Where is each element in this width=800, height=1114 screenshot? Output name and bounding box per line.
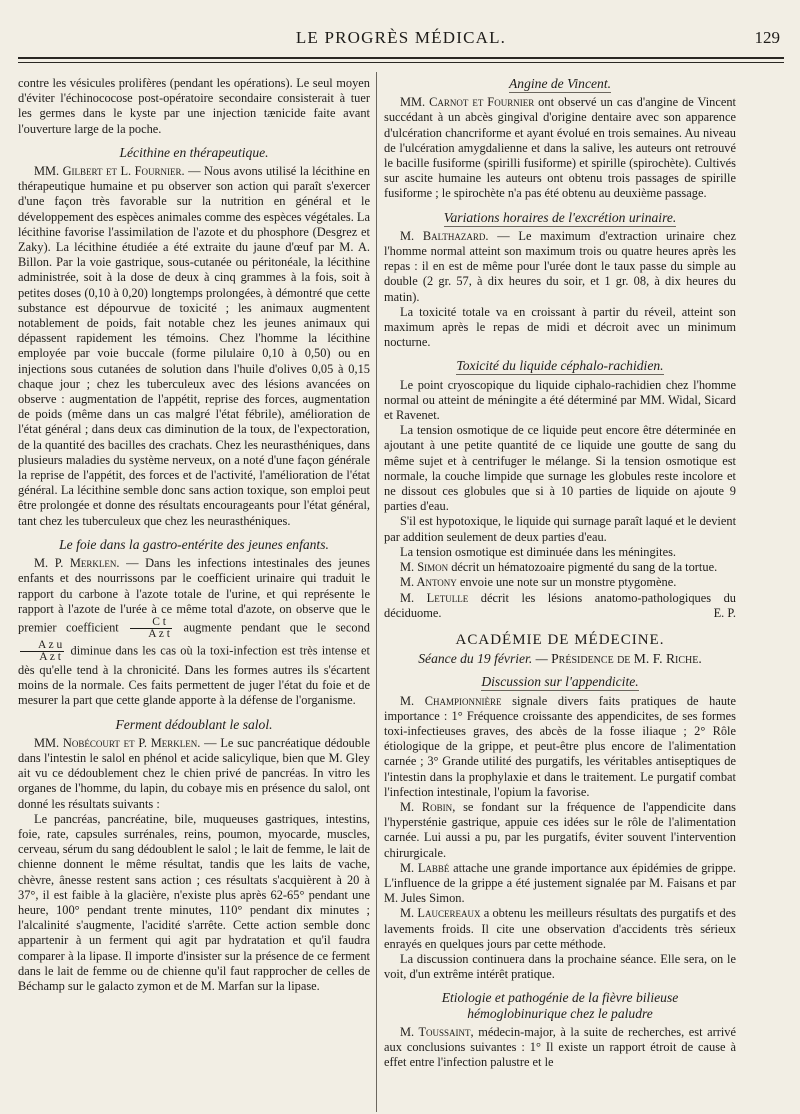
author-names: MM. Carnot et Fournier xyxy=(400,95,535,110)
paragraph-text: a obtenu les meilleurs résultats des purgatifs et des lavements froids. Il cite une observation d'accidents très sérieux enrayés en quelques jours par cette méthode. xyxy=(384,906,736,951)
paragraph-text: décrit un hématozoaire pigmenté du sang de la tortue. xyxy=(448,560,718,575)
author-names: M. Laucereaux xyxy=(400,906,481,921)
paragraph-text: décrit les lésions anatomo-pathologiques du déciduome. xyxy=(384,590,736,620)
paragraph: La tension osmotique est diminuée dans les méningites. xyxy=(400,544,676,559)
author-names: MM. Nobécourt et P. Merklen. xyxy=(34,735,201,750)
author-names: MM. Gilbert et L. Fournier. xyxy=(34,164,185,179)
author-names: M. Labbé xyxy=(400,860,450,875)
section-title-text: Discussion sur l'appendicite. xyxy=(481,674,639,690)
left-column xyxy=(18,76,370,1106)
author-names: M. Robin xyxy=(400,799,453,814)
author-names: M. Championnière xyxy=(400,693,502,708)
section-title: Lécithine en thérapeutique. xyxy=(119,144,269,160)
paragraph xyxy=(18,556,370,708)
section-title xyxy=(384,674,736,689)
paragraph: S'il est hypotoxique, le liquide qui surnage paraît laqué et le devient par addition seulement de deux parties d'eau. xyxy=(384,514,736,544)
section-title xyxy=(384,990,736,1020)
section-title-text: Toxicité du liquide céphalo-rachidien. xyxy=(456,358,664,374)
paragraph: Le point cryoscopique du liquide ciphalo-rachidien chez l'homme normal ou atteint de méningite a été déterminé par MM. Widal, Sicard et Ravenet. xyxy=(384,377,736,423)
author-names: M. P. Merklen. xyxy=(34,556,120,571)
paragraph-text: ont observé un cas d'angine de Vincent succédant à un abcès gingival d'origine dentaire avec son apparence d'ulcération chancriforme et ayant évolué en trois semaines. Au niveau de l'ulcération amygdalienne et dans la salive, les auteurs ont retrouvé le bacille fusiforme (spirilli fusiforme) et spirille (spirochète). Cultivés sur ascite humaine les auteurs ont obtenu trois passages de spirille fusiforme ; le spirochète n'a pas été obtenu au deuxième passage. xyxy=(384,95,736,201)
section-title-line: hémoglobinurique chez le paludre xyxy=(467,1005,653,1021)
paragraph xyxy=(384,575,736,590)
paragraph-text: attache une grande importance aux épidémies de grippe. L'influence de la grippe a été justement signalée par M. Faisans et par M. Jules Simon. xyxy=(384,860,736,906)
paragraph: La tension osmotique de ce liquide peut encore être déterminée en ajoutant à une petite quantité de ce liquide une goutte de sang du même sujet et à centrifuger le mélange. Si la tension osmotique est normale, la couche limpide que surnage les globules reste incolore et ne dissout ces globules que si à 10 parties de liquide on ajoute 9 parties d'eau. xyxy=(384,423,736,514)
academy-heading: ACADÉMIE DE MÉDECINE. xyxy=(455,631,665,648)
fraction-ct-azt xyxy=(130,617,172,640)
section-title-text: Variations horaires de l'excrétion urinaire. xyxy=(443,209,677,225)
paragraph xyxy=(18,736,370,812)
right-column xyxy=(384,76,736,1106)
paragraph-text: — Dans les infections intestinales des jeunes enfants et des nourrissons par le coefficient urinaire qui traduit le rapport du carbone à l'azote totale de l'urine, et qui représente le rapport à l'azote de l'urée à ce même total d'azote, on observe que le premier coefficient xyxy=(18,556,370,635)
author-names: M. Toussaint xyxy=(400,1024,471,1039)
fraction-denominator: A z t xyxy=(39,650,61,663)
paragraph-text: , médecin-major, à la suite de recherches, est arrivé aux conclusions suivantes : 1° Il existe un rapport étroit de cause à effet entre l'infection palustre et le xyxy=(384,1024,736,1070)
section-title xyxy=(384,358,736,373)
fraction-numerator: C t xyxy=(130,617,172,629)
session-president: Présidence de M. F. Riche. xyxy=(551,651,702,667)
paragraph xyxy=(384,906,736,952)
author-names: M. Antony xyxy=(400,575,457,590)
paragraph xyxy=(384,861,736,907)
journal-title: LE PROGRÈS MÉDICAL. xyxy=(295,28,507,47)
author-names: M. Letulle xyxy=(400,590,469,605)
section-title xyxy=(384,76,736,91)
page-header xyxy=(18,28,784,62)
paragraph xyxy=(384,694,736,800)
header-rule xyxy=(18,57,784,59)
section-title xyxy=(384,210,736,225)
paragraph: La discussion continuera dans la prochaine séance. Elle sera, on le voit, d'un extrême intérêt pratique. xyxy=(384,951,736,982)
paragraph xyxy=(384,800,736,861)
section-title-text: Angine de Vincent. xyxy=(508,76,612,91)
paragraph-text: diminue dans les cas où la toxi-infection est très intense et dès qu'elle tend à la chronicité. Dans les formes autres ils s'écartent moins de la normale. Ces faits permettent de juger l'état du foie et de mesurer la part que cette glande apporte à la défense de l'organisme. xyxy=(18,643,370,708)
header-rule-thin xyxy=(18,62,784,63)
paragraph-text: signale divers faits pratiques de haute importance : 1° Fréquence croissante des appendicites, de ses formes toxi-infectieuses graves, des abcès de la fosse iliaque ; 2° Rôle étiologique de la grippe, et peut-être plus encore de l'alimentation carnée ; 3° Grande utilité des purgatifs, les véritables antiseptiques de l'intestin dans la prophylaxie et dans le traitement. Le purgatif combat l'infection intestinale, l'opium la favorise. xyxy=(384,693,736,799)
paragraph-text: augmente pendant que le second xyxy=(173,620,370,635)
paragraph-text: envoie une note sur un monstre ptygomène. xyxy=(456,575,677,590)
paragraph: contre les vésicules prolifères (pendant les opérations). Le seul moyen d'éviter l'échinococose post-opératoire secondaire consisterait à tuer les germes dans le kyste par une injection tænicide faite avant l'ouverture large de la poche. xyxy=(18,76,370,136)
paragraph-text: , se fondant sur la fréquence de l'appendicite dans l'hypersténie gastrique, appuie ces idées sur le rôle de l'alimentation carnée. Lui aussi a pu, par les purgatifs, éviter souvent l'intervention chirurgicale. xyxy=(384,799,736,860)
author-names: M. Simon xyxy=(400,560,449,575)
column-divider xyxy=(376,72,377,1112)
paragraph xyxy=(18,164,370,529)
paragraph xyxy=(384,229,736,305)
paragraph xyxy=(384,560,736,575)
fraction-azu-azt xyxy=(20,640,64,663)
fraction-numerator: A z u xyxy=(20,640,64,652)
paragraph-text: — Le maximum d'extraction urinaire chez l'homme normal atteint son maximum trois ou quatre heures après les repas : il en est de même pour l'urée dont le taux passe du simple au double (2 gr. 57, à dix heures du soir, et 1 gr. 08, à dix heures du matin). xyxy=(384,228,736,304)
page-number: 129 xyxy=(754,28,780,47)
section-title: Le foie dans la gastro-entérite des jeunes enfants. xyxy=(59,536,329,552)
paragraph: Le pancréas, pancréatine, bile, muqueuses gastriques, intestins, foie, rate, capsules surrénales, reins, poumon, myocarde, muscles, cerveau, sérum du sang dédoublent le salol ; le lait de femme, le lait de chienne donnent le même résultat, tandis que les laits de vache, chèvre, ânesse restent sans action ; ces résultats s'acquièrent à 20 à 37°, il est faible à la glacière, n'existe plus après 62-65° pendant une heure, 100° pendant trente minutes, 110° pendant dix minutes ; l'alcalinité s'augmente, l'acidité s'arrête. Cette action semble donc appartenir à un ferment qui agit par hydratation et qu'il faudra comparer à la lipase. Il importe d'insister sur la présence de ce ferment dans le lait de femme ou de chienne qu'il faut rapprocher de celles de Béchamp sur le galacto zymon et de M. Marfan sur la lipase. xyxy=(18,811,370,993)
session-date: Séance du 19 février. — xyxy=(418,651,552,667)
paragraph: La toxicité totale va en croissant à partir du réveil, atteint son maximum après le repas de midi et décroit avec un minimum nocturne. xyxy=(384,304,736,350)
paragraph xyxy=(384,591,736,621)
paragraph-text: — Nous avons utilisé la lécithine en thérapeutique humaine et pu observer son action qui paraît s'exercer d'une façon très favorable sur la nutrition en général et le développement des espèces animales comme des espèces végétales. La lécithine favorise l'assimilation de l'azote et du phosphore (Desgrez et Zaky). La lécithine étudiée a été extraite du jaune d'œuf par M. A. Billon. Par la voie gastrique, sous-cutanée ou péritonéale, la lécithine administrée, soit à la dose de deux à cinq grammes à la fois, soit à petites doses (0,10 à 0,20) longtemps prolongées, à démontré que cette substance est dépourvue de toxicité ; les animaux augmentent notablement de poids, fait notable chez les jeunes animaux qui dépassent rapidement les témoins. Chez l'homme la lécithine employée par voie buccale (forme pilulaire 0,10 à 0,50) ou en injections sous cutanées de solution dans l'huile d'olives 0,05 à 0,15 chaque jour ; chez les tuberculeux avec des lésions avancées on observe : augmentation de l'appétit, reprise des forces, augmentation de poids (même dans un cas malgré l'état fébrile), amélioration de l'état général ; dans deux cas diminution de la toux, de l'expectoration, de la quantité des bacilles des crachats. Chez les neurasthéniques, dans plusieurs maladies du système nerveux, on a noté d'une façon générale la reprise de l'appétit, des forces et de l'activité, l'amélioration de l'état général. La lécithine semble donc sans action toxique, son emploi peut être prolongée et donne des résultats encourageants pour l'état général, tant chez les tuberculeux que chez les neurasthéniques. xyxy=(18,164,370,528)
paragraph xyxy=(384,1025,736,1071)
author-names: M. Balthazard. xyxy=(400,228,489,243)
signature-initials: E. P. xyxy=(713,605,736,620)
section-title-line: Etiologie et pathogénie de la fièvre bilieuse xyxy=(441,990,679,1006)
paragraph xyxy=(384,95,736,201)
fraction-denominator: A z t xyxy=(148,627,170,640)
paragraph-text: — Le suc pancréatique dédouble dans l'intestin le salol en phénol et acide salicylique, bien que M. Gley ait vu ce dédoublement chez le chien privé de pancréas. In vitro les organes de l'homme, du lapin, du cobaye mis en présence du salol, ont donné les résultats suivants : xyxy=(18,735,370,811)
section-title: Ferment dédoublant le salol. xyxy=(115,716,273,732)
session-line xyxy=(384,651,736,666)
